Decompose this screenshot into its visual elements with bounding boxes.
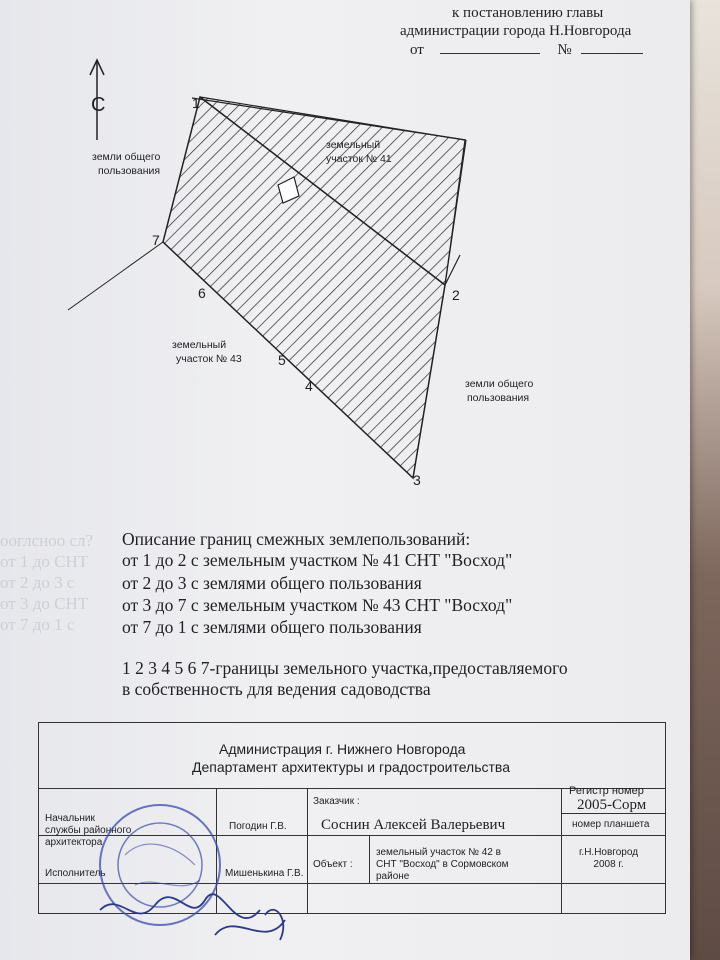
grid-col-4 (369, 835, 370, 883)
from-label: от (410, 42, 424, 58)
customer-label: Заказчик : (313, 796, 360, 807)
header-line-1: к постановлению главы (452, 5, 604, 21)
description-item-3: от 3 до 7 с земельным участком № 43 СНТ "Восход" (122, 595, 513, 615)
tablet-label: номер планшета (572, 819, 650, 830)
grid-col-2 (307, 788, 308, 913)
common-land-left-label: земли общего пользования (92, 151, 161, 177)
city-year: г.Н.Новгород 2008 г. (579, 847, 639, 870)
point-7: 7 (152, 232, 160, 248)
header-line-2: администрации города Н.Новгорода (400, 23, 632, 39)
bleed-through-text: ооглсноо сл? от 1 до СНТ от 2 до 3 с от 3 до СНТ от 7 до 1 с (0, 531, 94, 634)
description-item-2: от 2 до 3 с землями общего пользования (122, 573, 422, 593)
grid-col-3 (561, 788, 562, 913)
point-6: 6 (198, 285, 206, 301)
description-item-1: от 1 до 2 с земельным участком № 41 СНТ "Восход" (122, 550, 513, 570)
boundary-line-left (68, 242, 163, 310)
register-label: Регистр номер (569, 785, 644, 797)
head-role: Начальник службы районного архитектора (45, 813, 132, 848)
north-label: С (91, 94, 106, 116)
boundary-note-line-1: 1 2 3 4 5 6 7-границы земельного участка,предоставляемого (122, 658, 568, 678)
customer-name: Соснин Алексей Валерьевич (321, 817, 506, 833)
register-value: 2005-Сорм (577, 797, 647, 813)
signature-scribble (95, 880, 295, 955)
point-5: 5 (278, 352, 286, 368)
boundary-note-line-2: в собственность для ведения садоводства (122, 679, 431, 699)
point-4: 4 (305, 378, 313, 394)
point-3: 3 (413, 472, 421, 488)
description-item-4: от 7 до 1 с землями общего пользования (122, 617, 422, 637)
object-value: земельный участок № 42 в СНТ "Восход" в Сормовском районе (376, 847, 509, 882)
executor-role: Исполнитель (45, 868, 106, 879)
head-name: Погодин Г.В. (229, 821, 287, 832)
common-land-right-label: земли общего пользования (465, 378, 534, 404)
grid-reg-divider (561, 813, 665, 814)
number-label: № (557, 42, 572, 58)
plot-43-label: земельный участок № 43 (172, 339, 242, 365)
point-2: 2 (452, 287, 460, 303)
point-1: 1 (192, 95, 200, 111)
executor-name: Мишенькина Г.В. (225, 868, 304, 879)
org-line-1: Администрация г. Нижнего Новгорода (219, 741, 466, 757)
plot-map (0, 0, 690, 500)
org-line-2: Департамент архитектуры и градостроительства (192, 759, 510, 775)
plot-41-label: земельный участок № 41 (326, 139, 392, 165)
object-label: Объект : (313, 859, 353, 870)
description-title: Описание границ смежных землепользований: (122, 529, 471, 549)
